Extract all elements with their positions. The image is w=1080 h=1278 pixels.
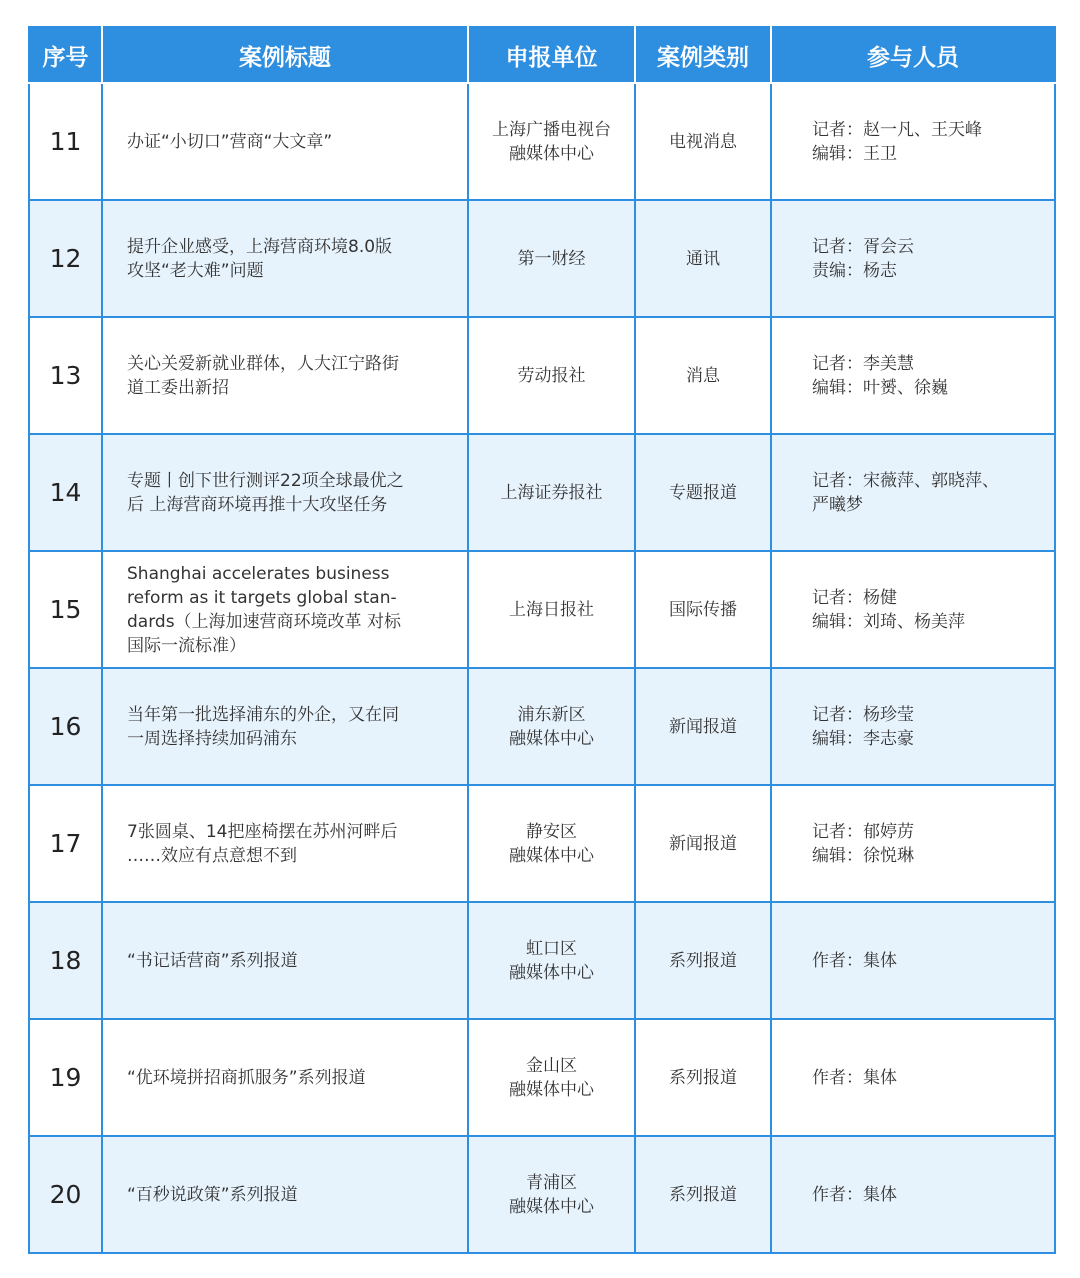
cell-people xyxy=(771,434,1055,551)
title-line: 道工委出新招 xyxy=(127,377,229,398)
people-line: 记者：宋薇萍、郭晓萍、 xyxy=(812,470,999,491)
title-line: 关心关爱新就业群体，人大江宁路街 xyxy=(127,353,399,374)
cell-category: 国际传播 xyxy=(635,551,771,668)
table-row xyxy=(29,200,1055,317)
people-line: 责编：杨志 xyxy=(812,260,897,281)
cell-people xyxy=(771,551,1055,668)
title-line: reform as it targets global stan- xyxy=(127,587,397,608)
cell-no: 19 xyxy=(29,1019,102,1136)
table-row xyxy=(29,668,1055,785)
cell-no: 12 xyxy=(29,200,102,317)
cell-no: 14 xyxy=(29,434,102,551)
table-row xyxy=(29,1019,1055,1136)
unit-line: 融媒体中心 xyxy=(509,962,594,983)
cell-unit xyxy=(468,434,635,551)
people-line: 记者：杨珍莹 xyxy=(812,704,914,725)
cell-no: 13 xyxy=(29,317,102,434)
cell-no: 11 xyxy=(29,83,102,200)
cell-unit xyxy=(468,83,635,200)
unit-line: 劳动报社 xyxy=(517,365,586,386)
cell-category: 专题报道 xyxy=(635,434,771,551)
table-header xyxy=(29,27,1055,83)
cell-no: 18 xyxy=(29,902,102,1019)
unit-line: 金山区 xyxy=(526,1055,577,1076)
title-line: 攻坚“老大难”问题 xyxy=(127,260,264,281)
unit-line: 第一财经 xyxy=(517,248,586,269)
unit-line: 上海日报社 xyxy=(509,599,594,620)
cell-title xyxy=(102,83,468,200)
people-line: 记者：杨健 xyxy=(812,587,897,608)
people-line: 记者：郁婷苈 xyxy=(812,821,914,842)
unit-line: 融媒体中心 xyxy=(509,143,594,164)
title-line: “书记话营商”系列报道 xyxy=(127,950,298,971)
cell-unit xyxy=(468,1019,635,1136)
unit-line: 浦东新区 xyxy=(517,704,586,725)
cell-no: 15 xyxy=(29,551,102,668)
cell-people xyxy=(771,785,1055,902)
title-line: 办证“小切口”营商“大文章” xyxy=(127,131,333,152)
header-category: 案例类别 xyxy=(635,27,771,83)
header-title: 案例标题 xyxy=(102,27,468,83)
cell-category: 系列报道 xyxy=(635,902,771,1019)
header-unit: 申报单位 xyxy=(468,27,635,83)
cell-title xyxy=(102,1019,468,1136)
table-row xyxy=(29,902,1055,1019)
cell-category: 消息 xyxy=(635,317,771,434)
people-line: 编辑：李志豪 xyxy=(812,728,914,749)
cell-category: 新闻报道 xyxy=(635,668,771,785)
table-body xyxy=(29,83,1055,1253)
cell-title xyxy=(102,1136,468,1253)
table-row xyxy=(29,785,1055,902)
people-line: 作者：集体 xyxy=(812,950,897,971)
cell-unit xyxy=(468,1136,635,1253)
cell-title xyxy=(102,785,468,902)
cell-category: 通讯 xyxy=(635,200,771,317)
unit-line: 虹口区 xyxy=(526,938,577,959)
table-row xyxy=(29,83,1055,200)
case-table-container xyxy=(28,26,1054,1254)
people-line: 编辑：徐悦琳 xyxy=(812,845,914,866)
cell-title xyxy=(102,317,468,434)
cell-unit xyxy=(468,668,635,785)
cell-people xyxy=(771,200,1055,317)
cell-people xyxy=(771,1136,1055,1253)
unit-line: 融媒体中心 xyxy=(509,1196,594,1217)
cell-title xyxy=(102,200,468,317)
cell-category: 新闻报道 xyxy=(635,785,771,902)
cell-people xyxy=(771,1019,1055,1136)
unit-line: 静安区 xyxy=(526,821,577,842)
cell-people xyxy=(771,668,1055,785)
title-line: 当年第一批选择浦东的外企，又在同 xyxy=(127,704,399,725)
title-line: 提升企业感受，上海营商环境8.0版 xyxy=(127,236,393,257)
cell-category: 系列报道 xyxy=(635,1136,771,1253)
people-line: 编辑：刘琦、杨美萍 xyxy=(812,611,965,632)
unit-line: 上海广播电视台 xyxy=(492,119,611,140)
cell-people xyxy=(771,317,1055,434)
cell-category: 系列报道 xyxy=(635,1019,771,1136)
title-line: “百秒说政策”系列报道 xyxy=(127,1184,298,1205)
cell-title xyxy=(102,668,468,785)
table-row xyxy=(29,317,1055,434)
people-line: 编辑：叶赟、徐巍 xyxy=(812,377,948,398)
people-line: 作者：集体 xyxy=(812,1067,897,1088)
people-line: 作者：集体 xyxy=(812,1184,897,1205)
table-row xyxy=(29,434,1055,551)
title-line: ……效应有点意想不到 xyxy=(127,845,297,866)
title-line: Shanghai accelerates business xyxy=(127,563,390,584)
cell-unit xyxy=(468,902,635,1019)
header-no: 序号 xyxy=(29,27,102,83)
case-table xyxy=(28,26,1056,1254)
unit-line: 融媒体中心 xyxy=(509,1079,594,1100)
cell-no: 17 xyxy=(29,785,102,902)
title-line: 后 上海营商环境再推十大攻坚任务 xyxy=(127,494,388,515)
unit-line: 青浦区 xyxy=(526,1172,577,1193)
table-row xyxy=(29,1136,1055,1253)
cell-unit xyxy=(468,551,635,668)
cell-category: 电视消息 xyxy=(635,83,771,200)
cell-unit xyxy=(468,200,635,317)
unit-line: 上海证券报社 xyxy=(500,482,603,503)
title-line: 7张圆桌、14把座椅摆在苏州河畔后 xyxy=(127,821,398,842)
cell-people xyxy=(771,83,1055,200)
cell-unit xyxy=(468,785,635,902)
people-line: 记者：李美慧 xyxy=(812,353,914,374)
cell-no: 20 xyxy=(29,1136,102,1253)
cell-title xyxy=(102,434,468,551)
cell-no: 16 xyxy=(29,668,102,785)
table-row xyxy=(29,551,1055,668)
cell-people xyxy=(771,902,1055,1019)
people-line: 记者：胥会云 xyxy=(812,236,914,257)
title-line: dards（上海加速营商环境改革 对标 xyxy=(127,611,401,632)
unit-line: 融媒体中心 xyxy=(509,845,594,866)
people-line: 编辑：王卫 xyxy=(812,143,897,164)
title-line: 国际一流标准） xyxy=(127,635,246,656)
header-people: 参与人员 xyxy=(771,27,1055,83)
cell-title xyxy=(102,902,468,1019)
people-line: 记者：赵一凡、王天峰 xyxy=(812,119,982,140)
cell-title xyxy=(102,551,468,668)
cell-unit xyxy=(468,317,635,434)
unit-line: 融媒体中心 xyxy=(509,728,594,749)
title-line: “优环境拼招商抓服务”系列报道 xyxy=(127,1067,366,1088)
people-line: 严曦梦 xyxy=(812,494,863,515)
title-line: 专题丨创下世行测评22项全球最优之 xyxy=(127,470,404,491)
title-line: 一周选择持续加码浦东 xyxy=(127,728,297,749)
